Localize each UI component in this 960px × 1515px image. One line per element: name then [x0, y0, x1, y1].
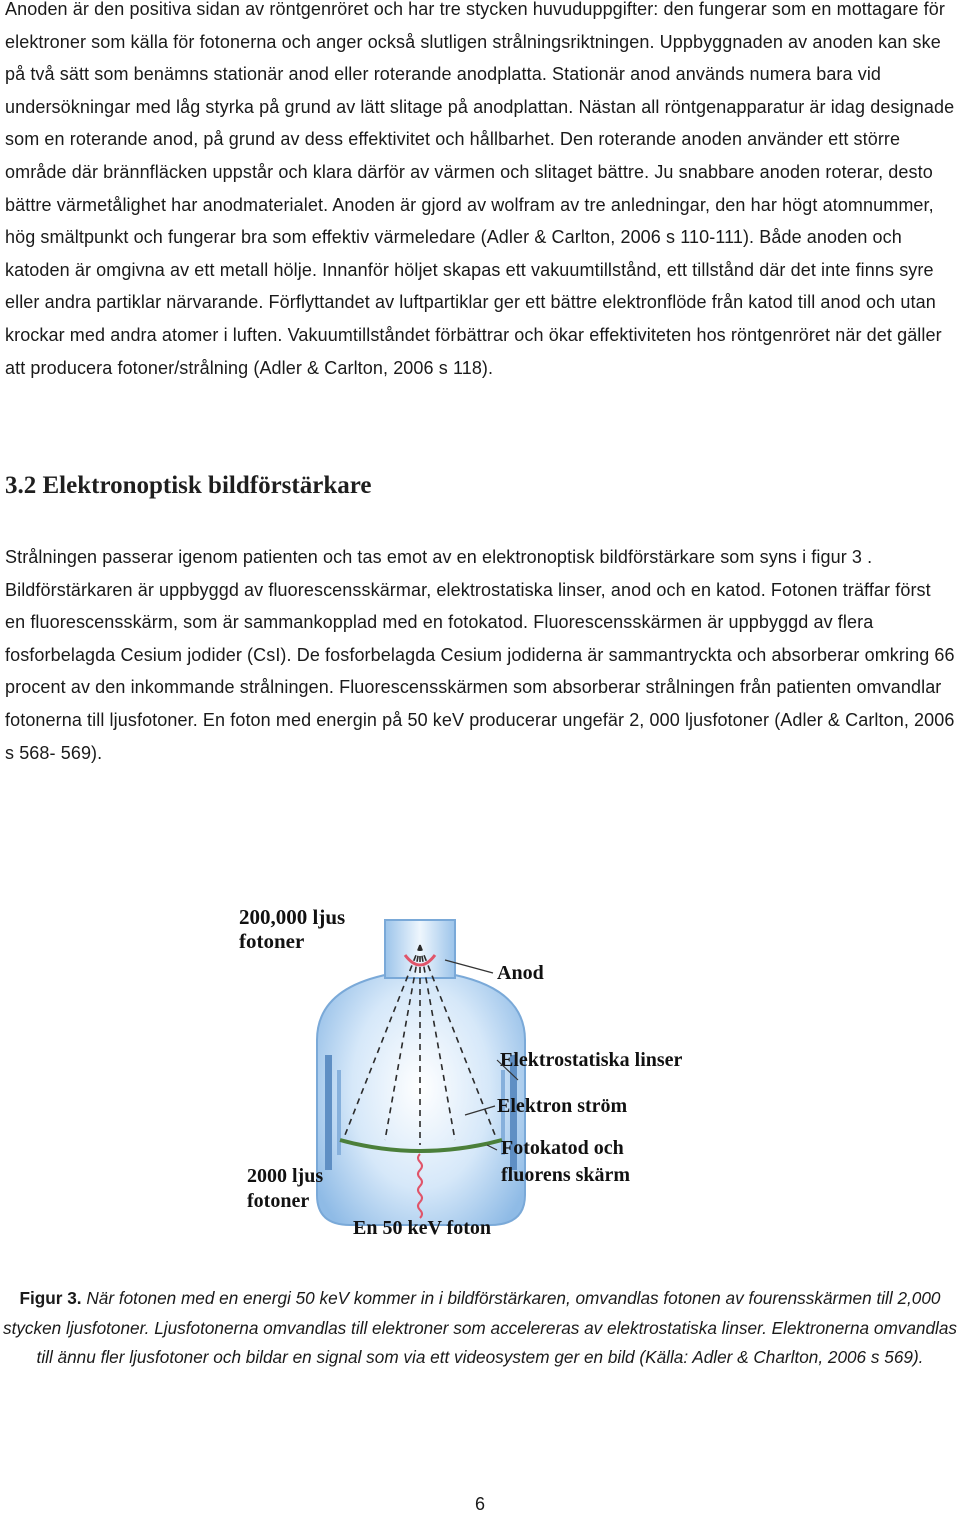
caption-text: När fotonen med en energi 50 keV kommer in i bildförstärkaren, omvandlas fotonen av fourensskärmen till 2,000 stycken ljusfotoner. Ljusfotonerna omvandlas till elektroner som accelereras av elektrostatiska linser. Elektronerna omvandlas till ännu fler ljusfotoner och bildar en signal som via ett videosystem ger en bild (Källa: Adler & Charlton, 2006 s 569). [2, 1288, 958, 1368]
page-number: 6 [474, 1494, 485, 1514]
label-incoming-photon: En 50 keV foton [353, 1217, 491, 1239]
caption-label: Figur 3. [19, 1288, 82, 1308]
label-photocathode-1: Fotokatod och [501, 1137, 624, 1159]
label-bottom-photons-2: fotoner [247, 1190, 310, 1212]
label-photocathode-2: fluorens skärm [501, 1164, 631, 1186]
label-anod: Anod [497, 962, 544, 984]
lens-left [325, 1055, 332, 1170]
figure-caption [0, 1284, 960, 1373]
label-electrostatic-lenses: Elektrostatiska linser [500, 1049, 683, 1071]
body-paragraph-intensifier: Strålningen passerar igenom patienten och tas emot av en elektronoptisk bildförstärkare som syns i figur 3 . Bildförstärkaren är uppbyggd av fluorescensskärmar, elektrostatiska linser, anod och en katod. Fotonen träffar först en fluorescensskärm, som är sammankopplad med en fotokatod. Fluorescensskärmen är uppbyggd av flera fosforbelagda Cesium jodider (CsI). De fosforbelagda Cesium jodiderna är sammantryckta och absorberar omkring 66 procent av den inkommande strålningen. Fluorescensskärmen som absorberar strålningen från patienten omvandlar fotonerna till ljusfotoner. En foton med energin på 50 keV producerar ungefär 2, 000 ljusfotoner (Adler & Carlton, 2006 s 568- 569). [5, 547, 955, 763]
section-number: 3.2 [5, 472, 37, 499]
label-electron-stream: Elektron ström [497, 1095, 628, 1117]
label-top-photons-2: fotoner [239, 929, 305, 953]
image-intensifier-diagram [225, 900, 745, 1250]
lens-left-inner [337, 1070, 341, 1155]
section-heading [5, 472, 371, 500]
label-bottom-photons-1: 2000 ljus [247, 1165, 324, 1187]
section-title: Elektronoptisk bildförstärkare [42, 472, 372, 499]
body-paragraph-anode: Anoden är den positiva sidan av röntgenröret och har tre stycken huvuduppgifter: den fungerar som en mottagare för elektroner som källa för fotonerna och anger också slutligen strålningsriktningen. Uppbyggnaden av anoden kan ske på två sätt som benämns stationär anod eller roterande anodplatta. Stationär anod används numera bara vid undersökningar med låg styrka på grund av lätt slitage på anodplattan. Nästan all röntgenapparatur är idag designade som en roterande anod, på grund av dess effektivitet och hållbarhet. Den roterande anoden använder ett större område där brännfläcken uppstår och klara därför av värmen och slitaget bättre. Ju snabbare anoden roterar, desto bättre värmetålighet har anodmaterialet. Anoden är gjord av wolfram av tre anledningar, den har högt atomnummer, hög smältpunkt och fungerar bra som effektiv värmeledare (Adler & Carlton, 2006 s 110-111). Både anoden och katoden är omgivna av ett metall hölje. Innanför höljet skapas ett vakuumtillstånd, ett tillstånd där det inte finns syre eller andra partiklar närvarande. Förflyttandet av luftpartiklar ger ett bättre elektronflöde från katod till anod och utan krockar med andra atomer i luften. Vakuumtillståndet förbättrar och ökar effektiviteten hos röntgenröret när det gäller att producera fotoner/strålning (Adler & Carlton, 2006 s 118). [5, 0, 955, 378]
label-top-photons-1: 200,000 ljus [239, 905, 346, 929]
